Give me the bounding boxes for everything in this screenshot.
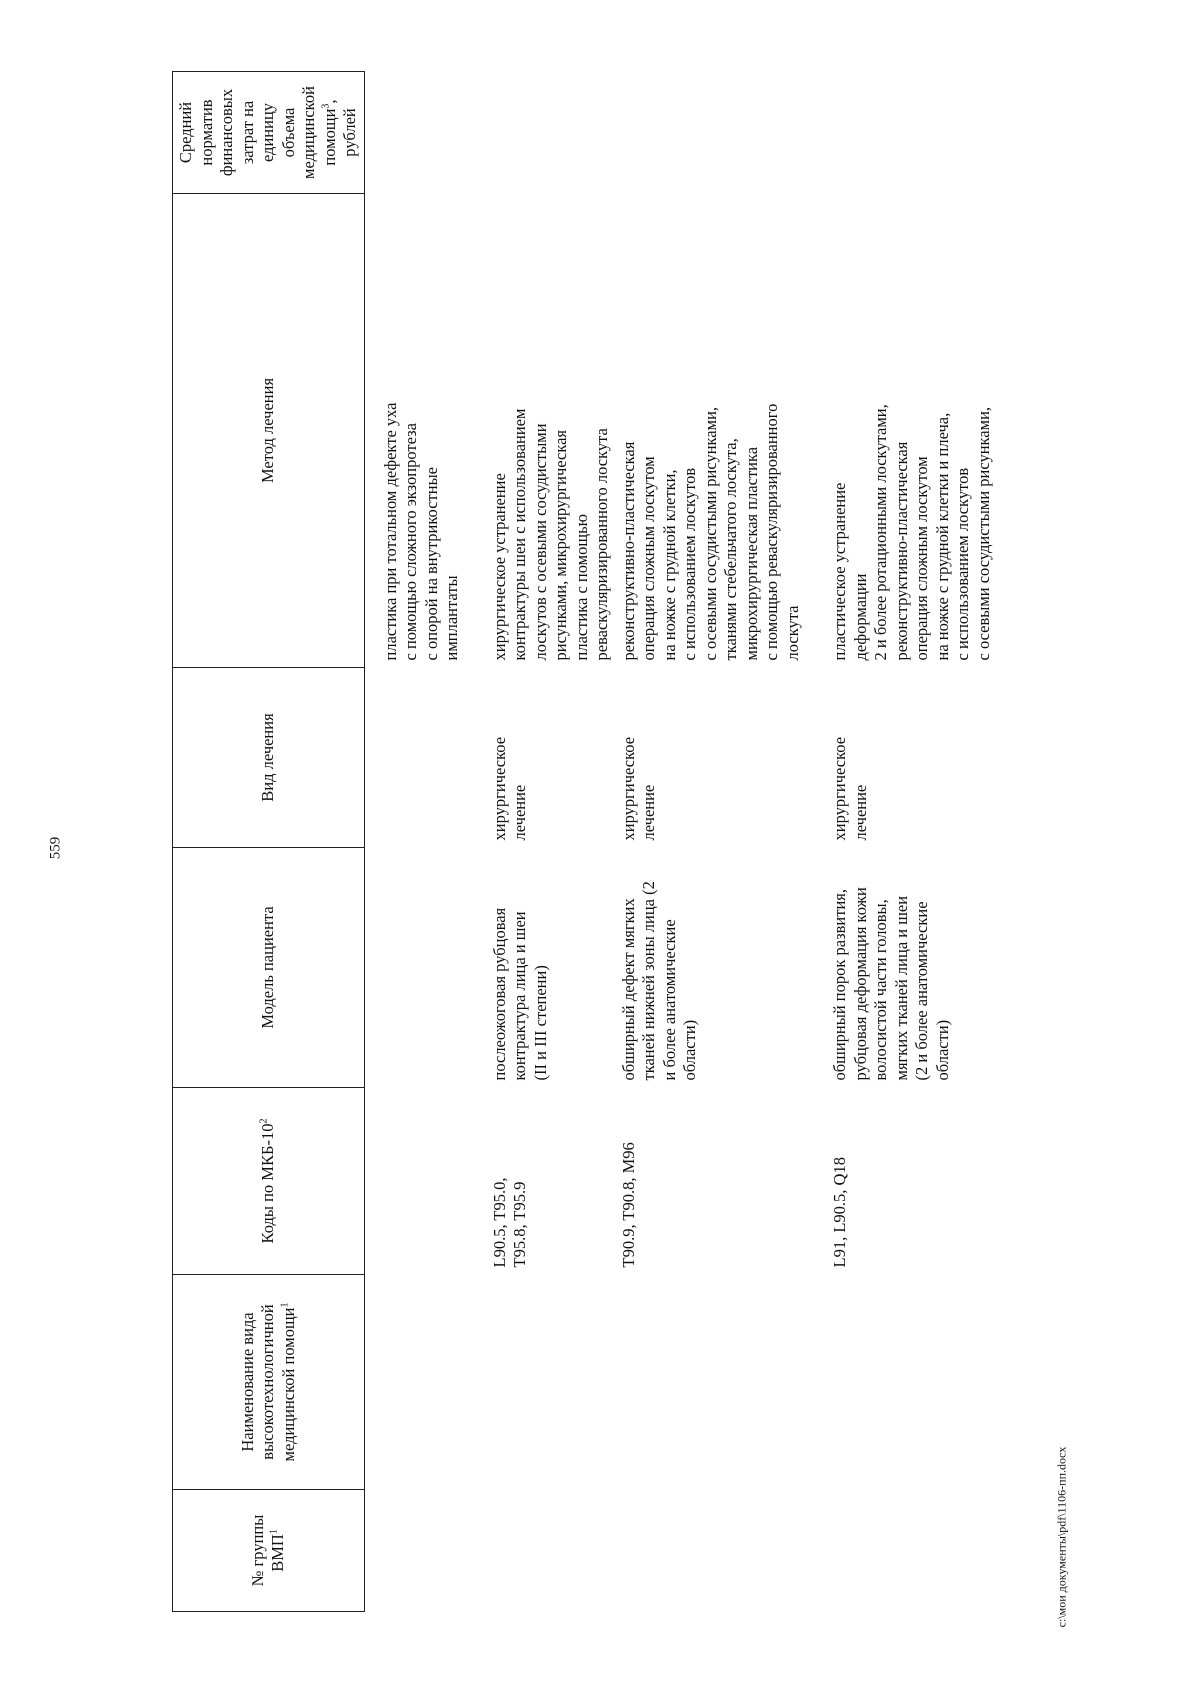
cell-group [616, 1490, 807, 1612]
cell-model [364, 848, 466, 1088]
cell-cost [806, 72, 997, 194]
cell-kind [364, 668, 466, 848]
cell-group [806, 1490, 997, 1612]
cell-kind: хирургическое лечение [830, 736, 870, 841]
page-number: 559 [47, 836, 64, 860]
rotated-table-container [172, 72, 1200, 1612]
footer-file-path: c:\мои документы\pdf\1106-пп.docx [1054, 1446, 1069, 1628]
cell-kind: хирургическое лечение [618, 736, 658, 841]
cell-model: обширный порок развития, рубцовая деформация кожи волосистой части головы, мягких тканей лица и шеи (2 и более анатомические области) [830, 887, 952, 1081]
cell-name [466, 1275, 616, 1490]
table-row [466, 72, 616, 1612]
table-row [806, 72, 997, 1612]
table-row [616, 72, 807, 1612]
cell-group [466, 1490, 616, 1612]
cell-method: пластика при тотальном дефекте уха с помощью сложного экзопротеза с опорой на внутрикостные имплантаты [380, 402, 461, 661]
cell-cost [466, 72, 616, 194]
cell-name [806, 1275, 997, 1490]
cell-codes: L90.5, T95.0, T95.8, T95.9 [489, 1177, 529, 1268]
header-icd-codes: Коды по МКБ-$10^2$ [173, 1088, 365, 1275]
cell-group [364, 1490, 466, 1612]
header-treatment-method: Метод лечения [173, 194, 365, 668]
table-row [364, 72, 466, 1612]
header-vmp-name: Наименование вида высокотехнологичной медицинской помощи$^1$ [173, 1275, 365, 1490]
cell-codes: L91, L90.5, Q18 [830, 1157, 849, 1268]
cell-model: обширный дефект мягких тканей нижней зоны лица (2 и более анатомические области) [618, 881, 699, 1081]
cell-method: пластическое устранение деформации 2 и более ротационными лоскутами, реконструктивно-пластическая операция сложным лоскутом на ножке с грудной клетки и плеча, с использованием лоскутов с осевыми сосудистыми рисунками, [830, 404, 993, 661]
header-treatment-kind: Вид лечения [173, 668, 365, 848]
cell-kind: хирургическое лечение [489, 736, 529, 841]
cell-name [616, 1275, 807, 1490]
cell-cost [364, 72, 466, 194]
cell-method: реконструктивно-пластическая операция сложным лоскутом на ножке с грудной клетки, с использованием лоскутов с осевыми сосудистыми рисунками, тканями стебельчатого лоскута, микрохирургическая пластика с помощью реваскуляризированного лоскута [618, 403, 802, 661]
cell-model: послеожоговая рубцовая контрактура лица и шеи (II и III степени) [489, 907, 550, 1081]
cell-codes [364, 1088, 466, 1275]
header-patient-model: Модель пациента [173, 848, 365, 1088]
cell-name [364, 1275, 466, 1490]
cell-method: хирургическое устранение контрактуры шеи с использованием лоскутов с осевыми сосудистыми рисунками, микрохирургическая пластика с помощью реваскуляризированного лоскута [489, 408, 611, 661]
cell-cost [616, 72, 807, 194]
vmp-table [172, 71, 997, 1612]
cell-codes: T90.9, T90.8, M96 [618, 1142, 638, 1268]
header-average-cost: Средний норматив финансовых затрат на единицу объема медицинской помощи$^3$, рублей [173, 72, 365, 194]
table-header-row [173, 72, 365, 1612]
header-group-number: № группы ВМП$^1$ [173, 1490, 365, 1612]
